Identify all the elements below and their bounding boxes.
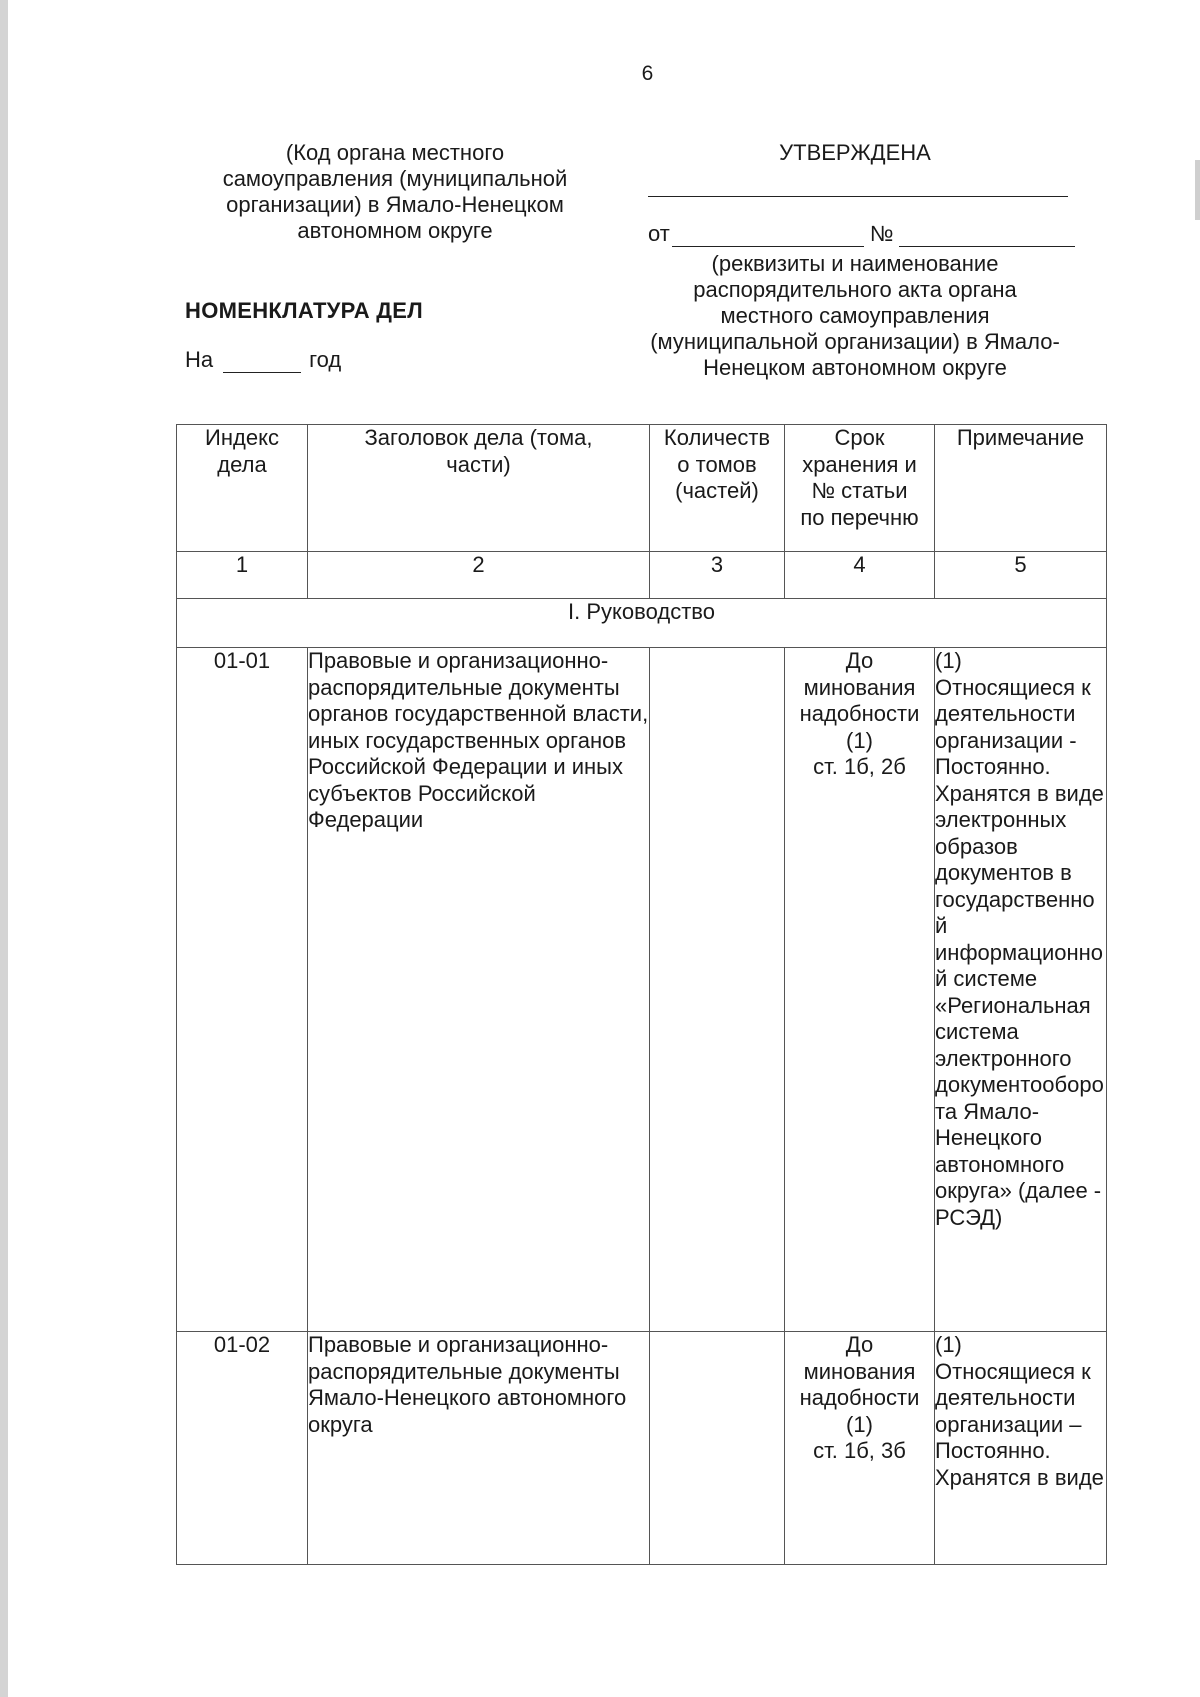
org-code-line: организации) в Ямало-Ненецком	[226, 192, 564, 217]
term-line: минования	[803, 1358, 916, 1384]
header-text: Индекс	[205, 425, 279, 450]
case-retention-term	[785, 1332, 935, 1565]
case-index: 01-01	[177, 648, 308, 1332]
header-note	[935, 425, 1107, 552]
table-row	[177, 1332, 1107, 1565]
column-number-row	[177, 552, 1107, 599]
header-index	[177, 425, 308, 552]
column-number: 2	[308, 552, 650, 599]
approval-caption	[630, 251, 1080, 381]
header-text: Количеств	[663, 425, 771, 450]
from-label: от	[648, 221, 670, 246]
term-line: (1)	[846, 727, 873, 753]
case-note: (1) Относящиеся к деятельности организации - Постоянно. Хранятся в виде электронных образов документов в государственной информационной системе «Региональная система электронного документооборота Ямало-Ненецкого автономного округа» (далее - РСЭД)	[935, 648, 1107, 1332]
column-number: 3	[650, 552, 785, 599]
term-line: До	[845, 648, 874, 673]
approval-caption-line: (реквизиты и наименование	[711, 251, 999, 276]
header-text: Заголовок дела (тома,	[364, 425, 593, 450]
org-code-block	[195, 140, 595, 244]
column-number: 4	[785, 552, 935, 599]
case-title: Правовые и организационно-распорядительные документы Ямало-Ненецкого автономного округа	[308, 1332, 650, 1565]
year-blank	[223, 350, 301, 373]
year-suffix: год	[309, 347, 342, 372]
term-line: минования	[803, 674, 916, 700]
approval-caption-line: Ненецком автономном округе	[703, 355, 1007, 380]
case-volume-count	[650, 1332, 785, 1565]
term-line: (1)	[846, 1411, 873, 1437]
org-code-line: автономном округе	[297, 218, 493, 243]
nomenclature-table	[176, 424, 1107, 1565]
header-text: хранения и	[802, 451, 917, 477]
column-number: 5	[935, 552, 1107, 599]
year-prefix: На	[185, 347, 214, 372]
approval-caption-line: распорядительного акта органа	[693, 277, 1017, 302]
approval-title: УТВЕРЖДЕНА	[779, 140, 931, 165]
header-text: Срок	[834, 425, 885, 450]
approval-date-number-row	[630, 221, 1080, 247]
date-blank	[672, 224, 864, 247]
approval-signature-line	[648, 170, 1068, 197]
approval-block	[630, 140, 1080, 381]
header-text: дела	[217, 451, 267, 477]
header-text: № статьи	[811, 478, 908, 503]
section-row	[177, 599, 1107, 648]
header-text: (частей)	[675, 478, 759, 503]
term-line: ст. 1б, 3б	[813, 1438, 906, 1463]
org-code-line: самоуправления (муниципальной	[222, 166, 568, 191]
table-row	[177, 648, 1107, 1332]
year-line	[185, 347, 341, 373]
number-label: №	[869, 221, 894, 246]
term-line: надобности	[799, 701, 920, 726]
page-number: 6	[641, 62, 654, 85]
term-line: надобности	[799, 1385, 920, 1410]
header-title	[308, 425, 650, 552]
case-retention-term	[785, 648, 935, 1332]
term-line: До	[845, 1332, 874, 1357]
scan-edge-right	[1195, 160, 1200, 220]
term-line: ст. 1б, 2б	[813, 754, 906, 779]
scan-edge-left	[0, 0, 8, 1697]
header-count	[650, 425, 785, 552]
approval-caption-line: (муниципальной организации) в Ямало-	[650, 329, 1060, 354]
case-title: Правовые и организационно-распорядительные документы органов государственной власти, иных государственных органов Российской Федерации и иных субъектов Российской Федерации	[308, 648, 650, 1332]
document-title: НОМЕНКЛАТУРА ДЕЛ	[185, 298, 423, 323]
approval-caption-line: местного самоуправления	[720, 303, 990, 328]
org-code-line: (Код органа местного	[285, 140, 505, 165]
section-title: I. Руководство	[177, 599, 1107, 648]
column-number: 1	[177, 552, 308, 599]
header-term	[785, 425, 935, 552]
header-text: по перечню	[800, 504, 919, 530]
case-volume-count	[650, 648, 785, 1332]
number-blank	[899, 224, 1075, 247]
case-index: 01-02	[177, 1332, 308, 1565]
case-note: (1) Относящиеся к деятельности организации – Постоянно. Хранятся в виде	[935, 1332, 1107, 1565]
header-text: Примечание	[956, 425, 1085, 450]
header-text: о томов	[677, 451, 757, 477]
table-header-row	[177, 425, 1107, 552]
header-text: части)	[446, 451, 511, 477]
